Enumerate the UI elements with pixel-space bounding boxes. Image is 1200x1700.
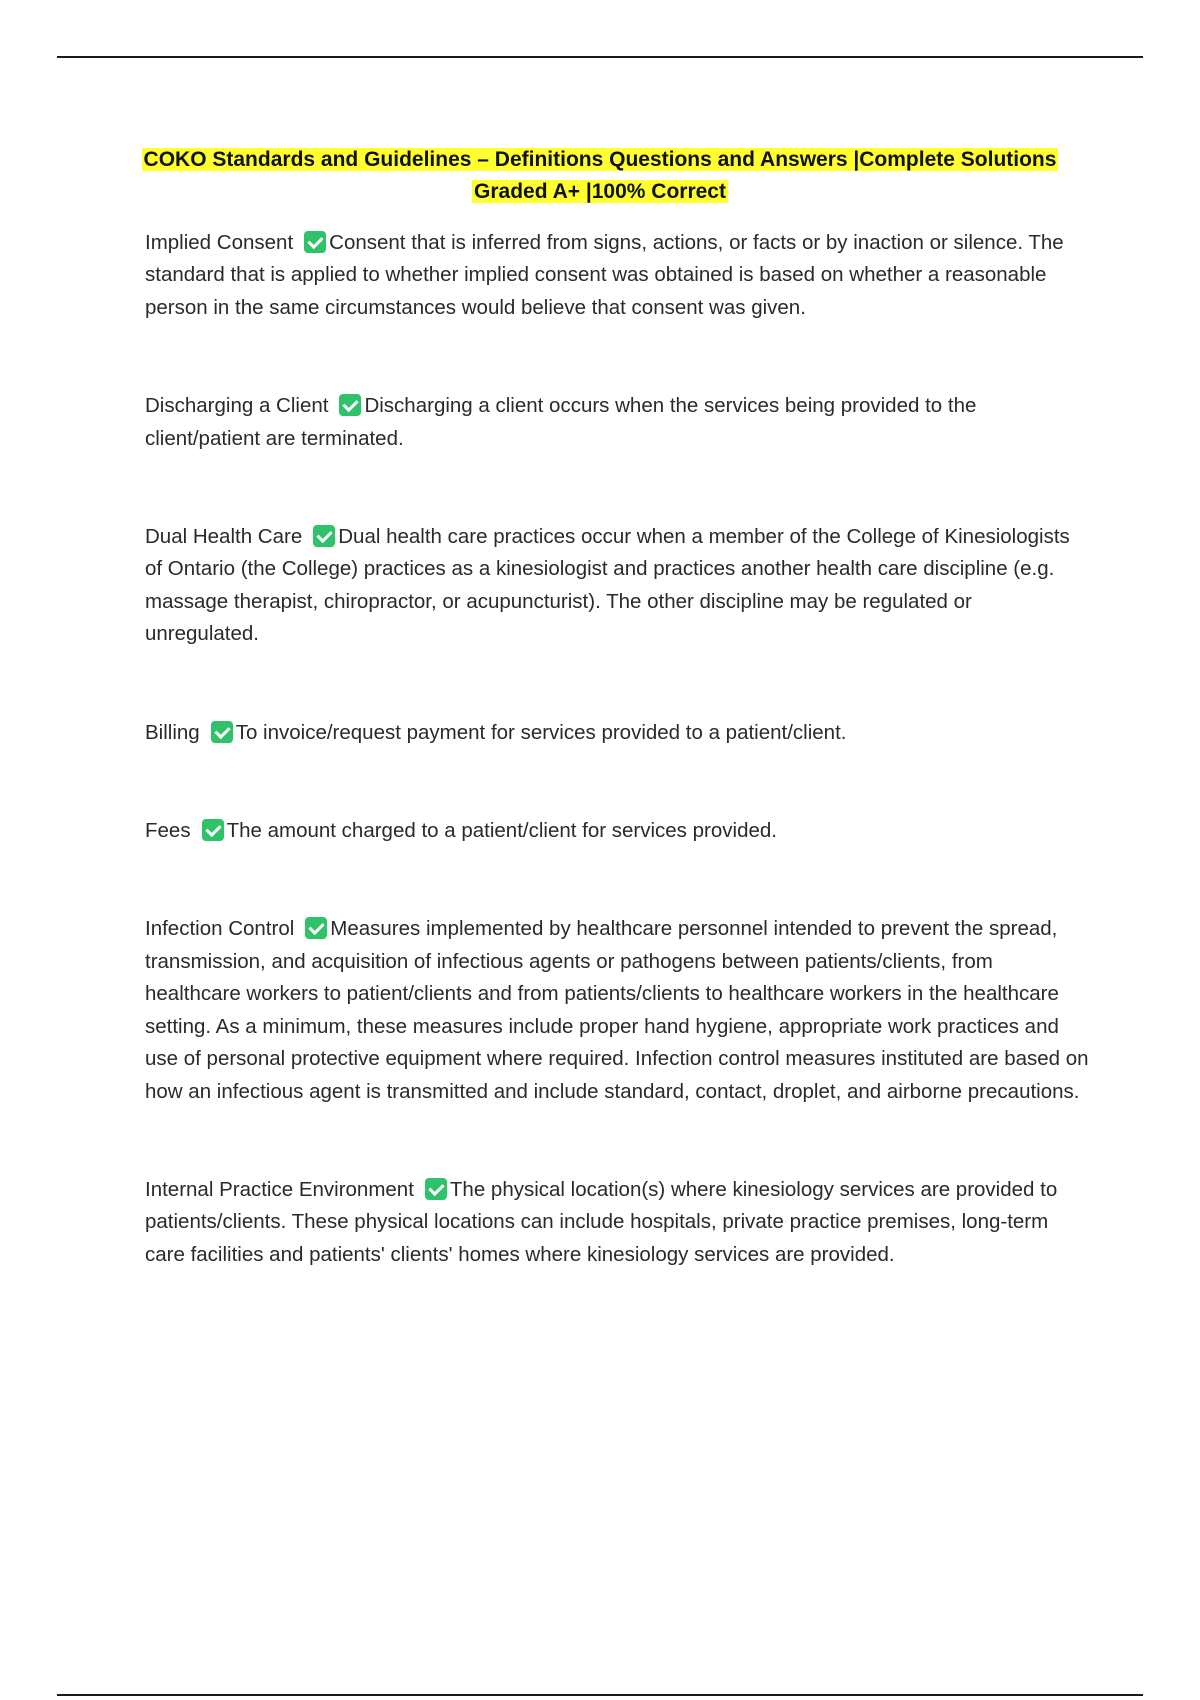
definition-entry — [145, 227, 1090, 324]
definition-entry — [145, 390, 1090, 455]
check-icon — [211, 721, 233, 743]
definition-term: Internal Practice Environment — [145, 1177, 414, 1201]
title-line-1: COKO Standards and Guidelines – Definitions Questions and Answers |Complete Solutions — [143, 148, 1057, 171]
definitions-list — [145, 227, 1090, 1271]
check-icon — [339, 394, 361, 416]
definition-text: Measures implemented by healthcare personnel intended to prevent the spread, transmission, and acquisition of infectious agents or pathogens between patients/clients, from healthcare workers to patient/clients and from patients/clients to healthcare workers in the healthcare setting. As a minimum, these measures include proper hand hygiene, appropriate work practices and use of personal protective equipment where required. Infection control measures instituted are based on how an infectious agent is transmitted and include standard, contact, droplet, and airborne precautions. — [145, 917, 1089, 1103]
definition-entry — [145, 815, 1090, 847]
definition-text: The physical location(s) where kinesiology services are provided to patients/clients. These physical locations can include hospitals, private practice premises, long-term care facilities and patients' clients' homes where kinesiology services are provided. — [145, 1177, 1058, 1266]
definition-entry — [145, 717, 1090, 749]
definition-term: Billing — [145, 720, 200, 744]
header-rule — [57, 56, 1143, 58]
definition-entry — [145, 521, 1090, 651]
check-icon — [305, 917, 327, 939]
definition-text: To invoice/request payment for services provided to a patient/client. — [235, 720, 847, 744]
footer-rule — [57, 1694, 1143, 1696]
definition-term: Implied Consent — [145, 231, 294, 254]
check-icon — [313, 525, 335, 547]
definition-term: Infection Control — [145, 917, 295, 941]
check-icon — [202, 819, 224, 841]
definition-entry — [145, 913, 1090, 1107]
check-icon — [304, 231, 326, 253]
definition-entry — [145, 1174, 1090, 1271]
definition-term: Fees — [145, 819, 191, 843]
definition-text: The amount charged to a patient/client for services provided. — [226, 819, 777, 843]
check-icon — [425, 1178, 447, 1200]
definition-text: Dual health care practices occur when a member of the College of Kinesiologists of Ontario (the College) practices as a kinesiologist and practices another health care discipline (e.g. massage therapist, chiropractor, or acupuncturist). The other discipline may be regulated or unregulated. — [145, 525, 1070, 646]
document-title — [100, 144, 1100, 208]
title-line-2: Graded A+ |100% Correct — [474, 180, 726, 203]
definition-term: Dual Health Care — [145, 525, 303, 549]
definition-text: Consent that is inferred from signs, actions, or facts or by inaction or silence. The standard that is applied to whether implied consent was obtained is based on whether a reasonable person in the same circumstances would believe that consent was given. — [145, 231, 1064, 319]
definition-term: Discharging a Client — [145, 394, 329, 418]
definition-text: Discharging a client occurs when the services being provided to the client/patient are terminated. — [145, 394, 977, 450]
